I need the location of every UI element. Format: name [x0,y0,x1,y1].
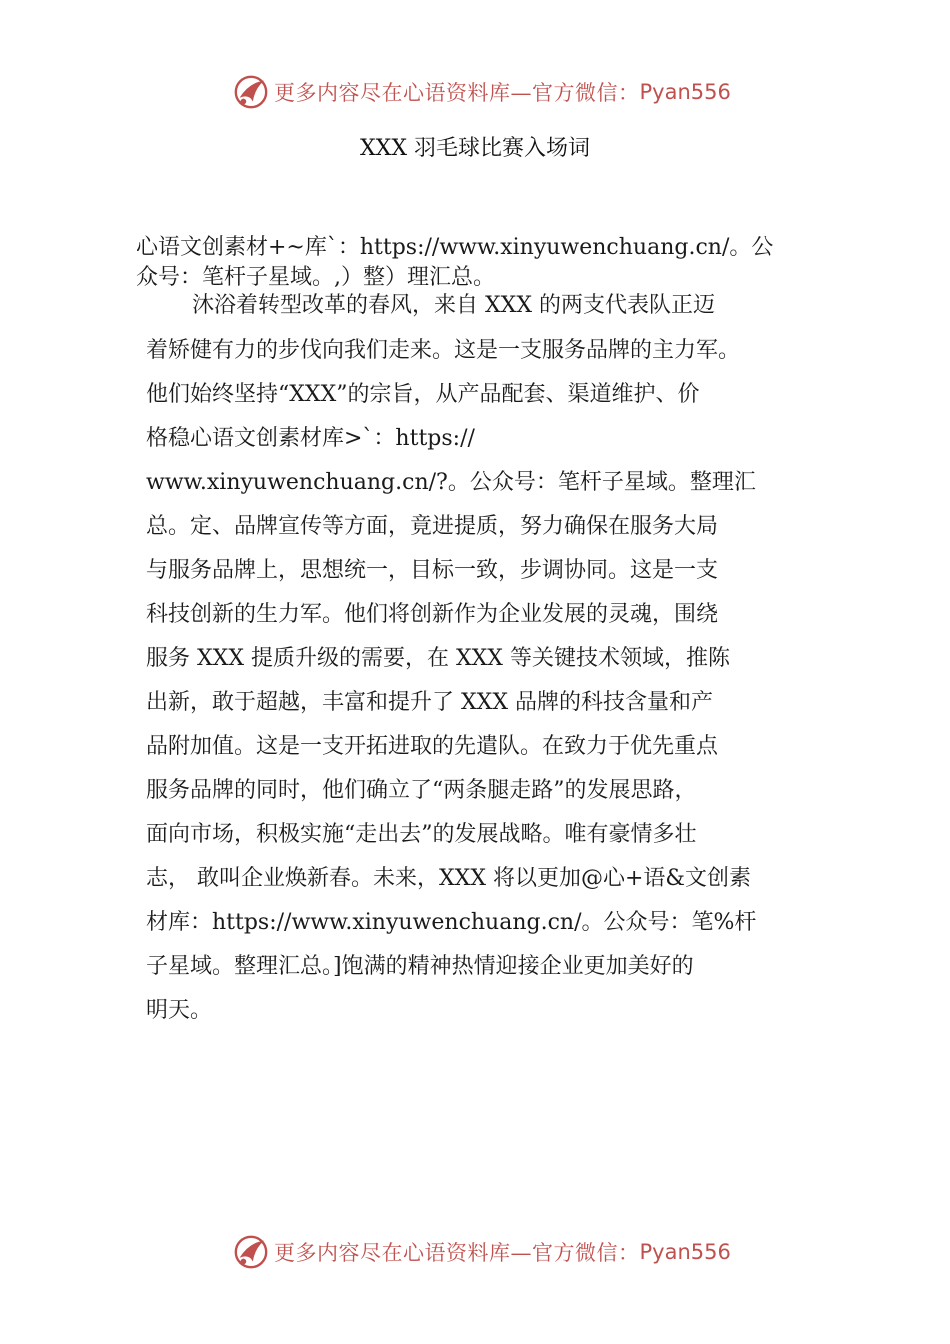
body-line: 服务 XXX 提质升级的需要，在 XXX 等关键技术领域，推陈 [146,646,730,671]
body-line: 明天。 [146,998,213,1023]
body-line: 面向市场，积极实施“走出去”的发展战略。唯有豪情多壮 [146,822,697,847]
body-line: www.xinyuwenchuang.cn/?。公众号：笔杆子星域。整理汇 [146,470,756,495]
header-banner [232,72,731,112]
banner-text: 更多内容尽在心语资料库—官方微信： [274,1241,640,1265]
body-line: 心语文创素材+~库`：https://www.xinyuwenchuang.cn/。公 [136,235,774,260]
body-line: 总。定、品牌宣传等方面，竟进提质，努力确保在服务大局 [146,514,719,539]
banner-handle: Pyan556 [639,1240,731,1264]
body-line: 子星域。整理汇总。]饱满的精神热情迎接企业更加美好的 [146,954,694,979]
page-title: XXX 羽毛球比赛入场词 [360,136,590,161]
body-line: 出新，敢于超越，丰富和提升了 XXX 品牌的科技含量和产 [146,690,713,715]
logo-icon [232,1233,270,1271]
banner-handle: Pyan556 [639,80,731,104]
body-line: 品附加值。这是一支开拓进取的先遣队。在致力于优先重点 [146,734,719,759]
body-line: 与服务品牌上，思想统一，目标一致，步调协同。这是一支 [146,558,719,583]
body-line: 材库：https://www.xinyuwenchuang.cn/。公众号：笔%杆 [146,910,757,935]
logo-icon [232,73,270,111]
body-line: 志， 敢叫企业焕新春。未来，XXX 将以更加@心+语&文创素 [146,866,751,891]
footer-banner [232,1232,731,1272]
banner-text: 更多内容尽在心语资料库—官方微信： [274,81,640,105]
body-line: 着矫健有力的步伐向我们走来。这是一支服务品牌的主力军。 [146,338,741,363]
body-line: 众号：笔杆子星域。,）整）理汇总。 [136,265,495,290]
body-line: 科技创新的生力军。他们将创新作为企业发展的灵魂，围绕 [146,602,719,627]
body-line: 他们始终坚持“XXX”的宗旨，从产品配套、渠道维护、价 [146,382,700,407]
body-line: 服务品牌的同时，他们确立了“两条腿走路”的发展思路， [146,778,697,803]
body-line: 格稳心语文创素材库>`：https:// [146,426,475,451]
body-line: 沐浴着转型改革的春风，来自 XXX 的两支代表队正迈 [192,293,715,318]
